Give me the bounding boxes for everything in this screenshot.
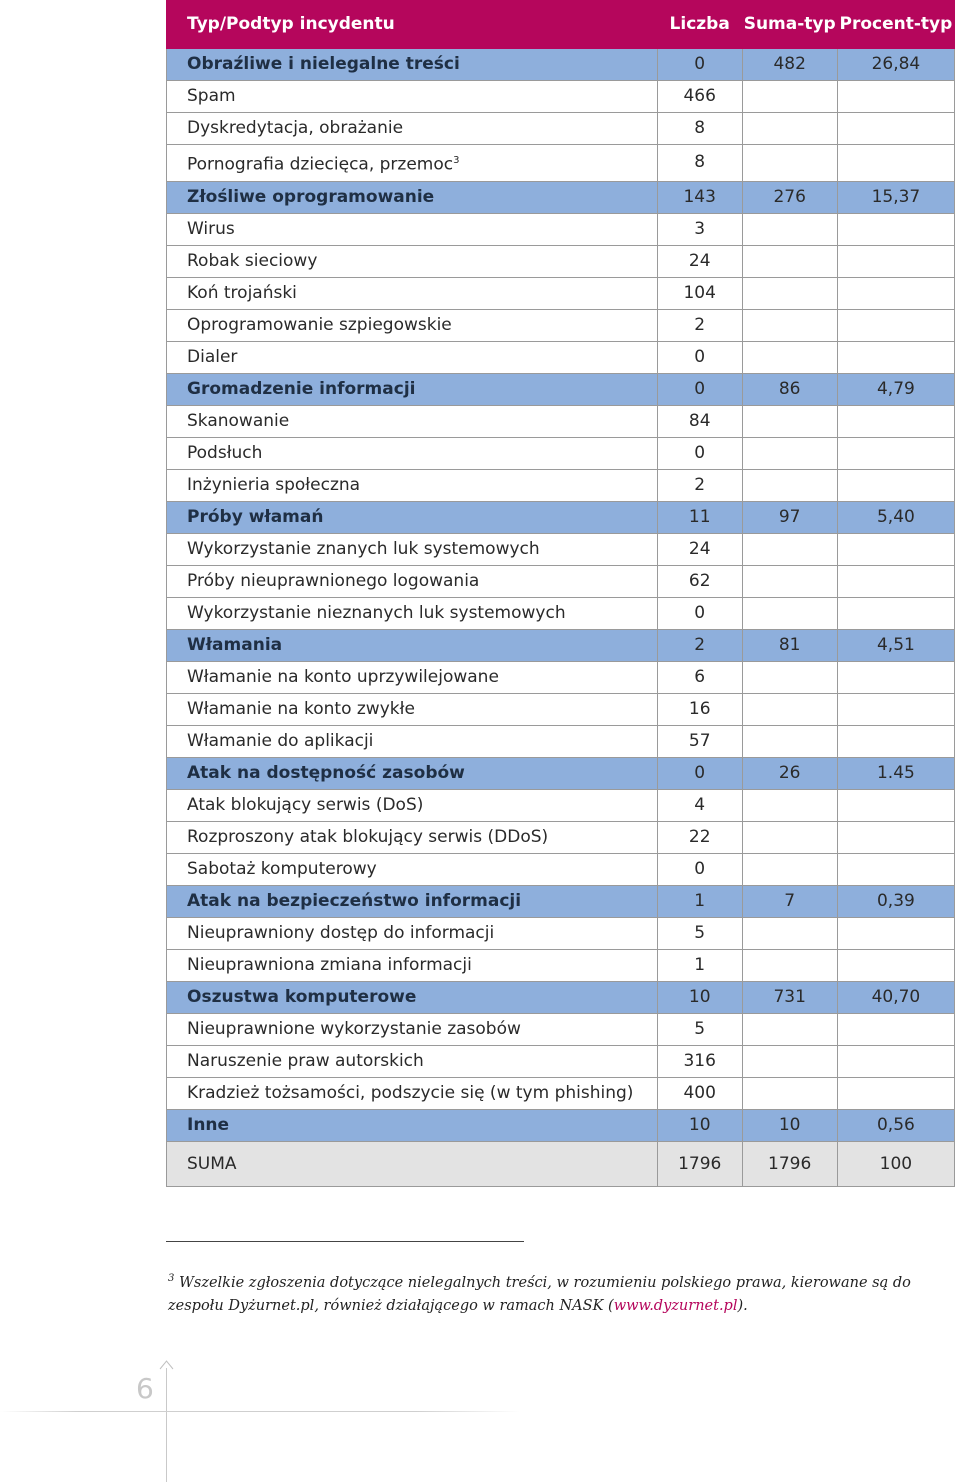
cell-liczba: 2: [657, 629, 742, 661]
cell-procent: 0,56: [837, 1109, 954, 1141]
cell-name: [167, 853, 658, 885]
subtype-row: [167, 533, 955, 565]
subtype-row: [167, 1077, 955, 1109]
cell-liczba: 10: [657, 981, 742, 1013]
cell-procent: [837, 245, 954, 277]
cell-suma: [742, 309, 837, 341]
table-header-row: [167, 1, 955, 49]
cell-procent: [837, 597, 954, 629]
cell-name: [167, 373, 658, 405]
cell-procent: 1.45: [837, 757, 954, 789]
cell-name: [167, 469, 658, 501]
cell-procent: 100: [837, 1141, 954, 1186]
cell-liczba: 5: [657, 1013, 742, 1045]
cell-name-text: Włamanie do aplikacji: [187, 730, 374, 751]
cell-procent: [837, 789, 954, 821]
cell-suma: 86: [742, 373, 837, 405]
cell-procent: [837, 917, 954, 949]
cell-name: [167, 565, 658, 597]
page-marker-vertical-line: [166, 1368, 167, 1482]
cell-name-text: Atak blokujący serwis (DoS): [187, 794, 424, 815]
cell-suma: 26: [742, 757, 837, 789]
cell-name: [167, 789, 658, 821]
cell-name-text: Sabotaż komputerowy: [187, 858, 377, 879]
cell-suma: 731: [742, 981, 837, 1013]
cell-liczba: 5: [657, 917, 742, 949]
cell-suma: [742, 565, 837, 597]
page-number: 6: [136, 1372, 154, 1405]
cell-suma: [742, 1077, 837, 1109]
cell-name-text: Inne: [187, 1114, 230, 1135]
cell-procent: [837, 533, 954, 565]
cell-name-text: Pornografia dziecięca, przemoc: [187, 154, 454, 175]
cell-name-text: Obraźliwe i nielegalne treści: [187, 54, 460, 74]
subtype-row: [167, 789, 955, 821]
cell-procent: 4,51: [837, 629, 954, 661]
cell-name-text: Włamanie na konto uprzywilejowane: [187, 666, 499, 687]
cell-name-text: Oprogramowanie szpiegowskie: [187, 314, 452, 335]
subtype-row: [167, 565, 955, 597]
cell-liczba: 24: [657, 245, 742, 277]
cell-liczba: 0: [657, 853, 742, 885]
cell-liczba: 62: [657, 565, 742, 597]
cell-name-text: Kradzież tożsamości, podszycie się (w tym phishing): [187, 1082, 634, 1103]
cell-liczba: 24: [657, 533, 742, 565]
cell-name-text: Dialer: [187, 346, 238, 367]
cell-procent: [837, 437, 954, 469]
cell-procent: [837, 853, 954, 885]
header-suma: Suma-typ: [742, 1, 837, 49]
cell-name: [167, 1045, 658, 1077]
cell-name: [167, 597, 658, 629]
cell-suma: [742, 725, 837, 757]
footnote-marker: 3: [168, 1273, 175, 1284]
cell-procent: [837, 1013, 954, 1045]
incident-table: [166, 0, 955, 1187]
cell-suma: [742, 405, 837, 437]
page-marker-horizontal-line: [0, 1411, 520, 1412]
cell-liczba: 22: [657, 821, 742, 853]
footnote: [168, 1267, 938, 1318]
cell-liczba: 466: [657, 81, 742, 113]
cell-name-text: Skanowanie: [187, 410, 290, 431]
cell-procent: [837, 693, 954, 725]
cell-suma: [742, 853, 837, 885]
cell-name: [167, 981, 658, 1013]
cell-procent: [837, 213, 954, 245]
subtype-row: [167, 81, 955, 113]
cell-name: [167, 405, 658, 437]
cell-suma: [742, 1013, 837, 1045]
category-row: [167, 629, 955, 661]
cell-name-text: Inżynieria społeczna: [187, 474, 361, 495]
subtype-row: [167, 341, 955, 373]
subtype-row: [167, 245, 955, 277]
header-liczba: Liczba: [657, 1, 742, 49]
cell-procent: 26,84: [837, 49, 954, 81]
cell-liczba: 0: [657, 597, 742, 629]
cell-suma: [742, 917, 837, 949]
cell-suma: [742, 789, 837, 821]
cell-name: [167, 725, 658, 757]
category-row: [167, 981, 955, 1013]
cell-liczba: 2: [657, 469, 742, 501]
cell-procent: 0,39: [837, 885, 954, 917]
cell-name: [167, 1109, 658, 1141]
cell-name: [167, 1141, 658, 1186]
cell-liczba: 0: [657, 49, 742, 81]
cell-procent: [837, 277, 954, 309]
cell-suma: 276: [742, 181, 837, 213]
cell-name: [167, 145, 658, 182]
subtype-row: [167, 405, 955, 437]
cell-procent: 5,40: [837, 501, 954, 533]
cell-liczba: 0: [657, 757, 742, 789]
cell-procent: [837, 949, 954, 981]
cell-name-text: Włamanie na konto zwykłe: [187, 698, 415, 719]
cell-name-text: Gromadzenie informacji: [187, 378, 416, 399]
cell-suma: [742, 469, 837, 501]
cell-name-text: Próby nieuprawnionego logowania: [187, 570, 480, 591]
subtype-row: [167, 725, 955, 757]
cell-liczba: 6: [657, 661, 742, 693]
total-row: [167, 1141, 955, 1186]
cell-suma: 81: [742, 629, 837, 661]
cell-liczba: 1796: [657, 1141, 742, 1186]
cell-liczba: 143: [657, 181, 742, 213]
footnote-text-end: ).: [737, 1297, 748, 1314]
cell-name-text: Spam: [187, 86, 236, 106]
cell-suma: [742, 81, 837, 113]
cell-name: [167, 309, 658, 341]
cell-name-text: Rozproszony atak blokujący serwis (DDoS): [187, 826, 549, 847]
footnote-link[interactable]: www.dyzurnet.pl: [613, 1297, 738, 1314]
cell-liczba: 316: [657, 1045, 742, 1077]
cell-name-text: Wykorzystanie znanych luk systemowych: [187, 538, 540, 559]
cell-name-text: Nieuprawnione wykorzystanie zasobów: [187, 1018, 521, 1039]
cell-name-text: Robak sieciowy: [187, 250, 318, 271]
subtype-row: [167, 437, 955, 469]
cell-name: [167, 213, 658, 245]
category-row: [167, 757, 955, 789]
cell-procent: [837, 341, 954, 373]
cell-liczba: 4: [657, 789, 742, 821]
subtype-row: [167, 597, 955, 629]
cell-name: [167, 917, 658, 949]
cell-name: [167, 1013, 658, 1045]
cell-name-text: Włamania: [187, 634, 283, 655]
cell-procent: [837, 725, 954, 757]
cell-suma: 97: [742, 501, 837, 533]
category-row: [167, 501, 955, 533]
cell-suma: 10: [742, 1109, 837, 1141]
header-name: Typ/Podtyp incydentu: [167, 1, 658, 49]
subtype-row: [167, 469, 955, 501]
cell-name-text: Atak na dostępność zasobów: [187, 762, 465, 783]
cell-name: [167, 533, 658, 565]
footnote-divider: [166, 1241, 524, 1242]
cell-procent: [837, 113, 954, 145]
cell-liczba: 1: [657, 885, 742, 917]
cell-liczba: 57: [657, 725, 742, 757]
category-row: [167, 49, 955, 81]
subtype-row: [167, 821, 955, 853]
cell-procent: [837, 1045, 954, 1077]
cell-procent: [837, 565, 954, 597]
cell-suma: 7: [742, 885, 837, 917]
cell-name: [167, 661, 658, 693]
cell-procent: [837, 821, 954, 853]
cell-liczba: 0: [657, 373, 742, 405]
cell-name-text: Nieuprawniony dostęp do informacji: [187, 922, 495, 943]
cell-name-text: Oszustwa komputerowe: [187, 986, 417, 1007]
subtype-row: [167, 661, 955, 693]
cell-suma: [742, 597, 837, 629]
subtype-row: [167, 693, 955, 725]
cell-suma: [742, 693, 837, 725]
category-row: [167, 885, 955, 917]
cell-suma: [742, 437, 837, 469]
cell-name: [167, 821, 658, 853]
cell-name: [167, 757, 658, 789]
cell-name: [167, 277, 658, 309]
cell-liczba: 0: [657, 437, 742, 469]
cell-procent: 4,79: [837, 373, 954, 405]
cell-name: [167, 949, 658, 981]
footnote-text: Wszelkie zgłoszenia dotyczące nielegalnych treści, w rozumieniu polskiego prawa, kierowane są do zespołu Dyżurnet.pl, również działającego w ramach NASK (: [168, 1274, 911, 1314]
cell-name-text: Koń trojański: [187, 282, 297, 303]
cell-name: [167, 1077, 658, 1109]
subtype-row: [167, 309, 955, 341]
header-procent: Procent-typ: [837, 1, 954, 49]
cell-procent: 15,37: [837, 181, 954, 213]
cell-liczba: 1: [657, 949, 742, 981]
cell-procent: 40,70: [837, 981, 954, 1013]
cell-procent: [837, 81, 954, 113]
cell-suma: [742, 949, 837, 981]
cell-liczba: 3: [657, 213, 742, 245]
subtype-row: [167, 1045, 955, 1077]
cell-name: [167, 245, 658, 277]
cell-name-text: Podsłuch: [187, 442, 263, 463]
cell-name-text: Próby włamań: [187, 506, 324, 527]
cell-procent: [837, 1077, 954, 1109]
cell-name-text: Atak na bezpieczeństwo informacji: [187, 890, 522, 911]
category-row: [167, 373, 955, 405]
cell-suma: [742, 213, 837, 245]
cell-suma: [742, 821, 837, 853]
subtype-row: [167, 213, 955, 245]
cell-name: [167, 885, 658, 917]
cell-suma: [742, 113, 837, 145]
subtype-row: [167, 277, 955, 309]
subtype-row: [167, 145, 955, 182]
cell-liczba: 10: [657, 1109, 742, 1141]
cell-name: [167, 501, 658, 533]
cell-procent: [837, 309, 954, 341]
cell-name: [167, 181, 658, 213]
cell-suma: 482: [742, 49, 837, 81]
cell-name-text: Wirus: [187, 218, 235, 239]
cell-name-text: Naruszenie praw autorskich: [187, 1050, 424, 1071]
cell-name-text: Nieuprawniona zmiana informacji: [187, 954, 472, 975]
cell-name: [167, 693, 658, 725]
cell-name: [167, 437, 658, 469]
cell-liczba: 2: [657, 309, 742, 341]
cell-suma: [742, 341, 837, 373]
cell-liczba: 8: [657, 113, 742, 145]
subtype-row: [167, 1013, 955, 1045]
cell-suma: [742, 533, 837, 565]
cell-suma: [742, 145, 837, 182]
cell-procent: [837, 469, 954, 501]
cell-liczba: 104: [657, 277, 742, 309]
category-row: [167, 1109, 955, 1141]
cell-name: [167, 113, 658, 145]
cell-liczba: 8: [657, 145, 742, 182]
cell-name-text: Wykorzystanie nieznanych luk systemowych: [187, 602, 566, 623]
cell-name-text: SUMA: [187, 1153, 237, 1174]
category-row: [167, 181, 955, 213]
cell-procent: [837, 405, 954, 437]
cell-suma: [742, 661, 837, 693]
subtype-row: [167, 113, 955, 145]
subtype-row: [167, 949, 955, 981]
cell-name: [167, 341, 658, 373]
cell-suma: [742, 245, 837, 277]
cell-name-text: Złośliwe oprogramowanie: [187, 186, 435, 207]
cell-liczba: 400: [657, 1077, 742, 1109]
cell-liczba: 84: [657, 405, 742, 437]
footnote-reference: 3: [453, 155, 460, 166]
cell-suma: [742, 277, 837, 309]
table-body: [167, 49, 955, 1187]
cell-suma: 1796: [742, 1141, 837, 1186]
cell-name-text: Dyskredytacja, obrażanie: [187, 118, 404, 138]
cell-suma: [742, 1045, 837, 1077]
cell-liczba: 0: [657, 341, 742, 373]
cell-name: [167, 49, 658, 81]
cell-liczba: 11: [657, 501, 742, 533]
cell-procent: [837, 145, 954, 182]
cell-name: [167, 81, 658, 113]
cell-procent: [837, 661, 954, 693]
cell-name: [167, 629, 658, 661]
cell-liczba: 16: [657, 693, 742, 725]
subtype-row: [167, 917, 955, 949]
subtype-row: [167, 853, 955, 885]
